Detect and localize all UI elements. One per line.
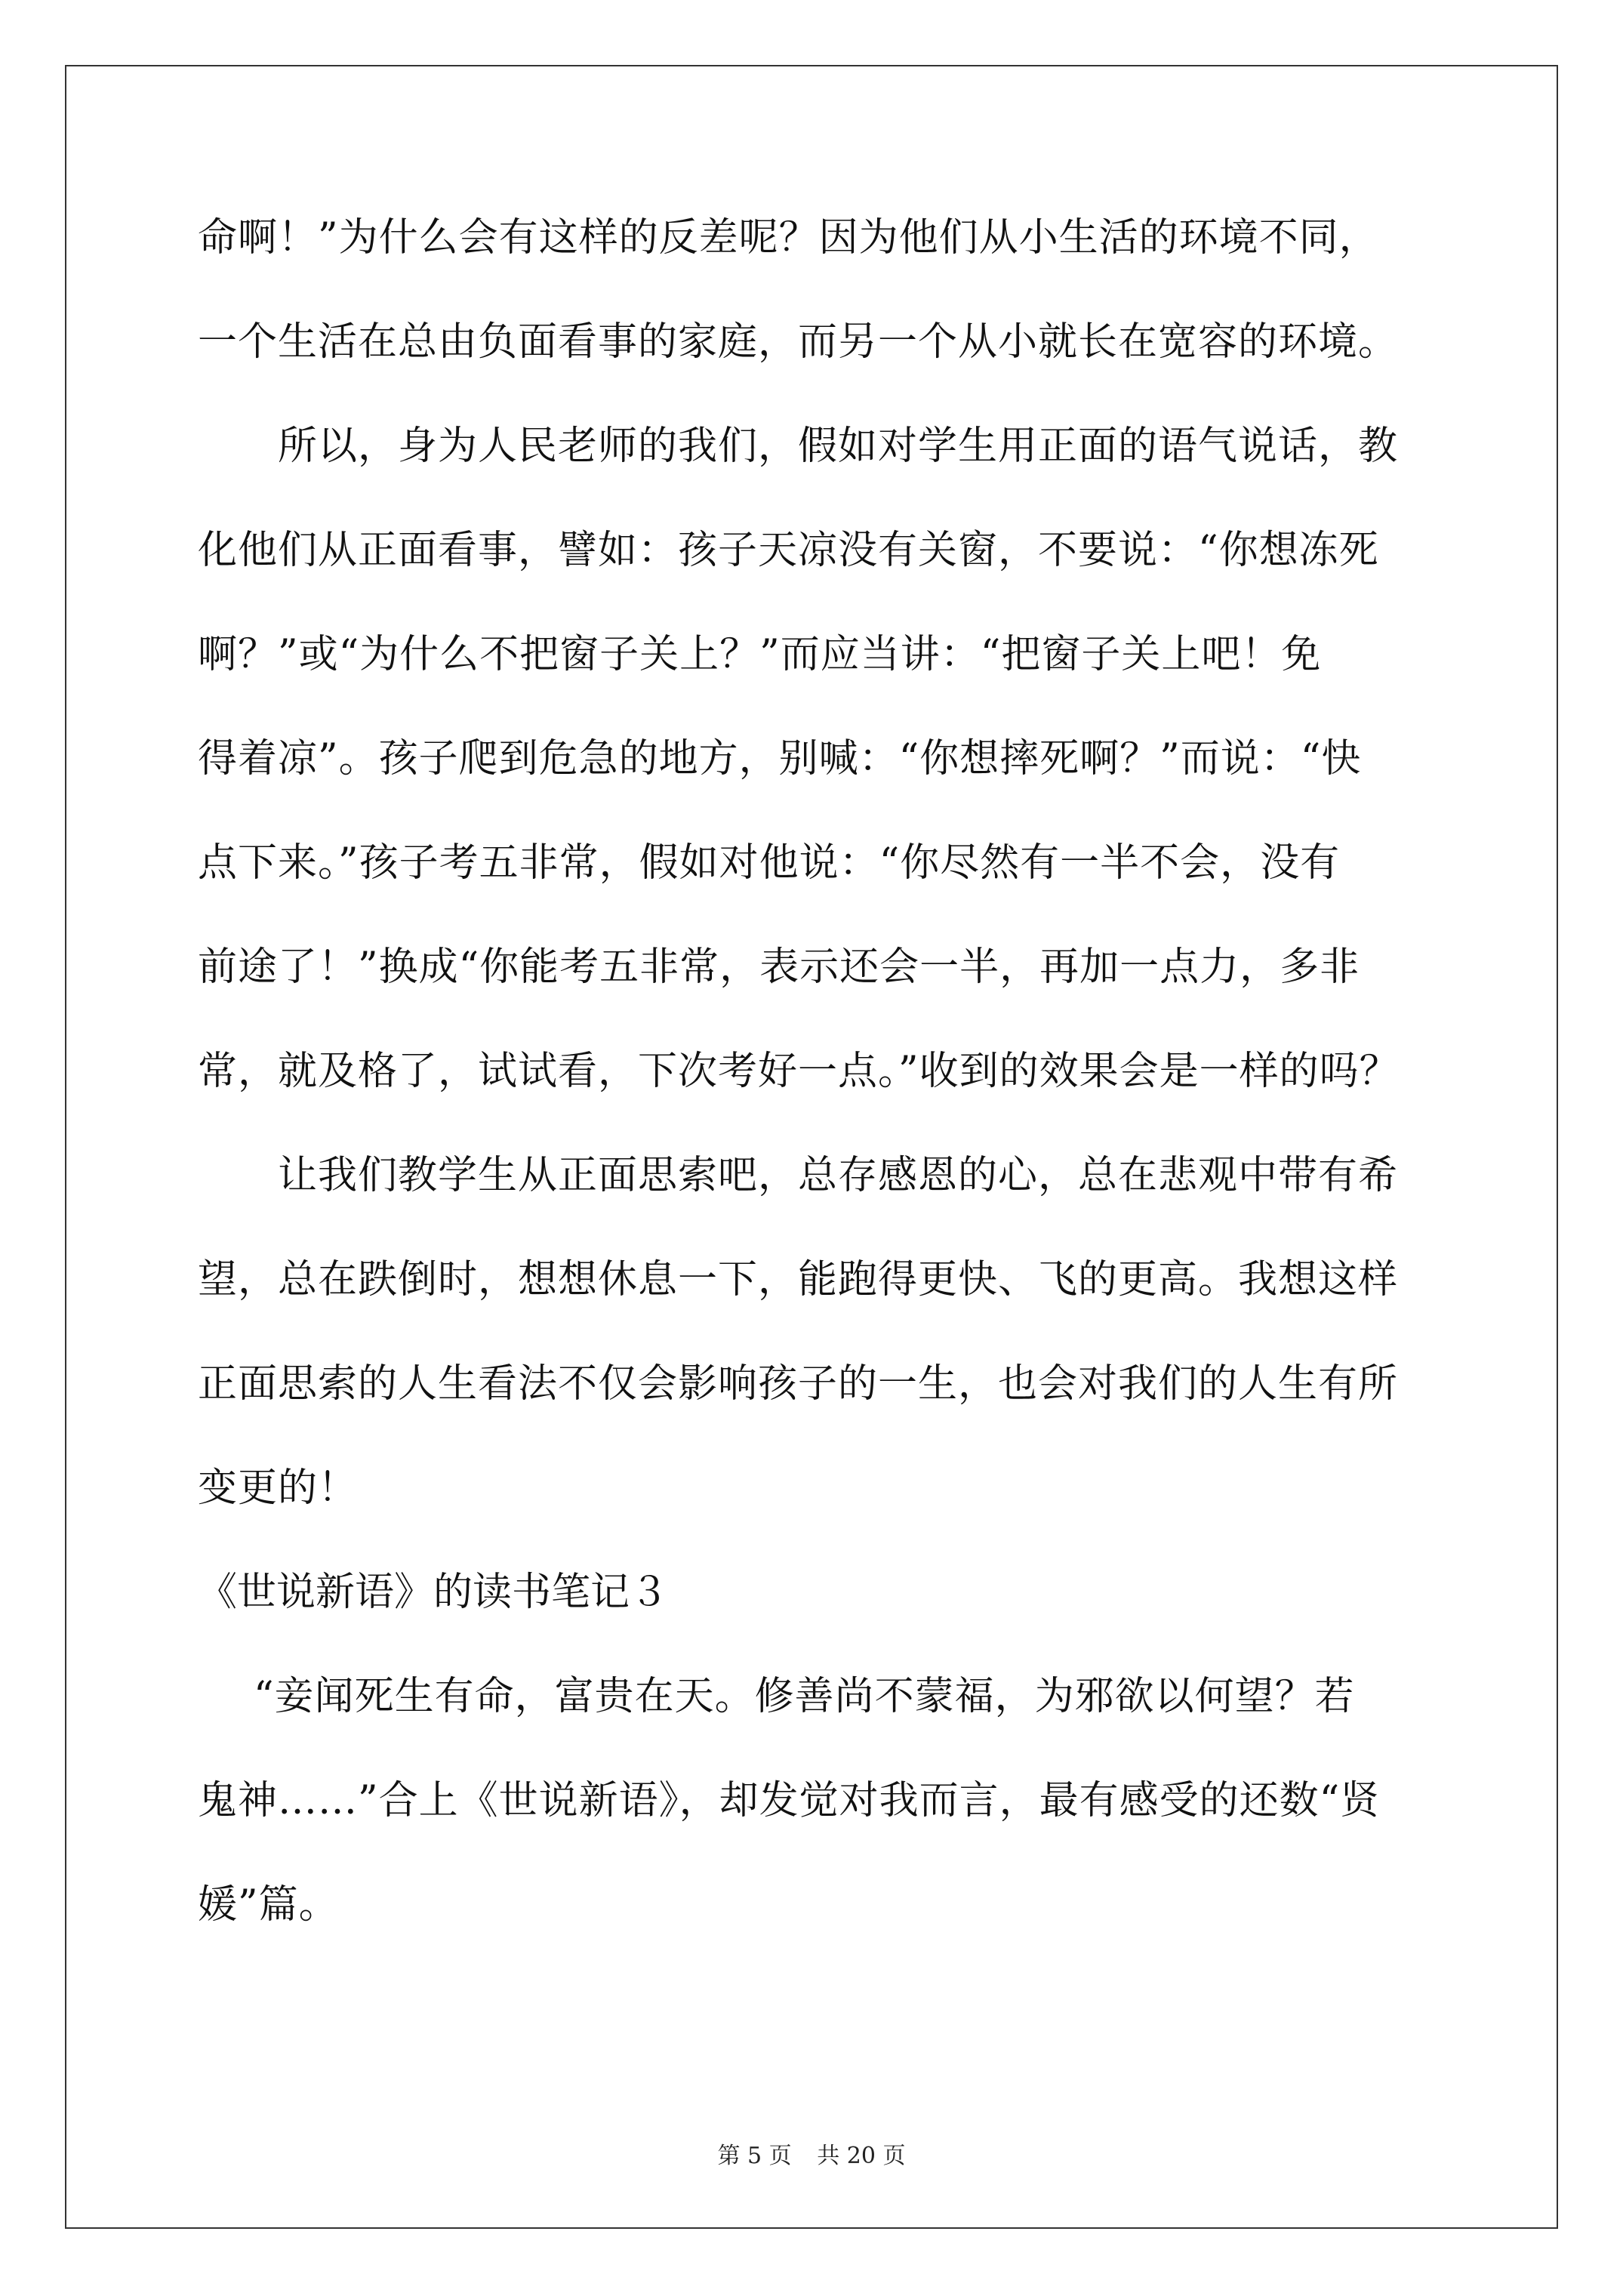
section-heading: 《世说新语》的读书笔记３ xyxy=(198,1570,670,1615)
document-body xyxy=(198,215,1436,1986)
paragraph-line: 常，就及格了，试试看，下次考好一点。”收到的效果会是一样的吗？ xyxy=(198,1049,1400,1094)
page-footer xyxy=(0,2137,1623,2170)
paragraph-line: 前途了！”换成“你能考五非常，表示还会一半，再加一点力，多非 xyxy=(198,945,1360,990)
paragraph-line: 一个生活在总由负面看事的家庭，而另一个从小就长在宽容的环境。 xyxy=(198,319,1399,365)
paragraph-line: “妾闻死生有命，富贵在天。修善尚不蒙福，为邪欲以何望？若 xyxy=(254,1674,1355,1719)
paragraph-line: 命啊！”为什么会有这样的反差呢？因为他们从小生活的环境不同， xyxy=(198,215,1379,260)
paragraph-line: 点下来。”孩子考五非常，假如对他说：“你尽然有一半不会，没有 xyxy=(198,840,1341,886)
paragraph-line: 望，总在跌倒时，想想休息一下，能跑得更快、飞的更高。我想这样 xyxy=(198,1257,1399,1302)
paragraph-line: 正面思索的人生看法不仅会影响孩子的一生，也会对我们的人生有所 xyxy=(198,1361,1399,1407)
paragraph-line: 所以，身为人民老师的我们，假如对学生用正面的语气说话，教 xyxy=(278,424,1399,469)
paragraph-line: 让我们教学生从正面思索吧，总存感恩的心，总在悲观中带有希 xyxy=(278,1153,1399,1198)
paragraph-line: 变更的！ xyxy=(198,1465,359,1511)
paragraph-line: 媛”篇。 xyxy=(198,1882,339,1928)
paragraph-line: 化他们从正面看事，譬如：孩子天凉没有关窗，不要说：“你想冻死 xyxy=(198,528,1379,573)
page-number: 第 5 页 xyxy=(717,2143,792,2169)
paragraph-line: 啊？”或“为什么不把窗子关上？”而应当讲：“把窗子关上吧！免 xyxy=(198,632,1322,677)
page-total: 共 20 页 xyxy=(817,2143,906,2169)
paragraph-line: 得着凉”。孩子爬到危急的地方，别喊：“你想摔死啊？”而说：“快 xyxy=(198,736,1362,781)
paragraph-line: 鬼神……”合上《世说新语》，却发觉对我而言，最有感受的还数“贤 xyxy=(198,1778,1381,1823)
